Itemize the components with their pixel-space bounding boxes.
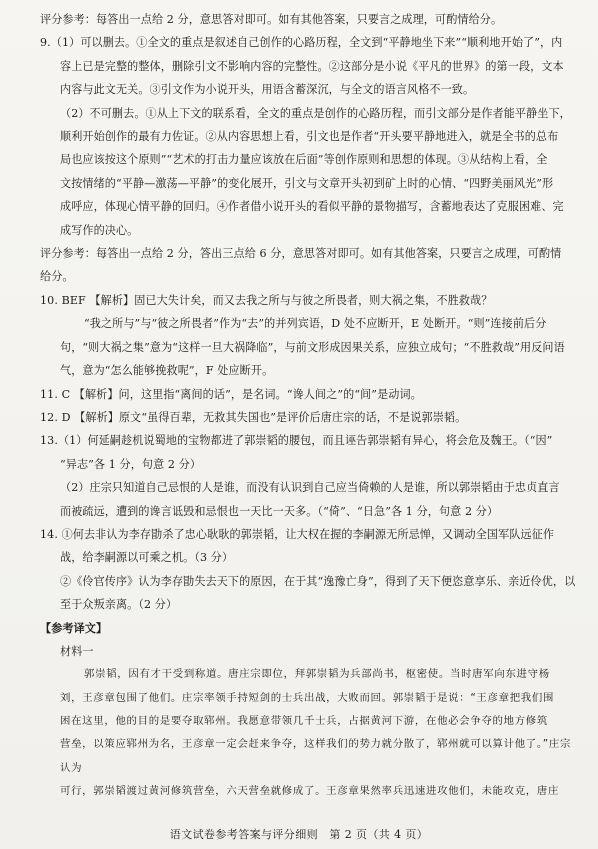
q13-answer: “异志”各 1 分，句意 2 分） xyxy=(60,457,202,471)
material-one-heading: 材料一 xyxy=(60,644,94,658)
q9-part2-line: 顺利开始创作的最有力佐证。②从内容思想上看，引文也是作者“开头要平静地进入，就是全书的总布 xyxy=(60,130,559,144)
q9-part2-line: 局也应该按这个原则”“艺术的打击力量应该放在后面”等创作原则和思想的体现。③从结构上看，全 xyxy=(60,153,548,167)
q14-answer: 战，给李嗣源以可乘之机。（3 分） xyxy=(60,551,234,565)
q9-part1-line: 容上已是完整的整体，删除引文不影响内容的完整性。②这部分是小说《平凡的世界》的第一段，文本 xyxy=(60,59,564,73)
q9-part2-line: 文按情绪的“平静—激荡—平静”的变化展开，引文与文章开头初到矿上时的心情、“四野美丽风光”形 xyxy=(60,176,554,190)
translation-line: 刘，王彦章包围了他们。庄宗率领手持短剑的士兵出战，大败而回。郭崇韬于是说：“王彦章把我们围 xyxy=(60,691,555,704)
q10-explanation: 句，“则大祸之集”意为“这样一旦大祸降临”，与前文形成因果关系，应独立成句；“不胜救哉”用反问语 xyxy=(60,340,565,354)
q10-explanation: 气，意为“怎么能够挽救呢”，F 处应断开。 xyxy=(60,364,274,378)
q9-part2-line: 成写作的决心。 xyxy=(60,223,139,237)
q11-answer: 11. C 【解析】问，这里指“离间的话”，是名词。“谗人间之”的“间”是动词。 xyxy=(40,387,422,401)
scoring-note-9: 给分。 xyxy=(40,270,74,284)
q9-part2-line: （2）不可删去。①从上下文的联系看，全文的重点是创作的心路历程，而引文部分是作者能平静坐下， xyxy=(60,106,571,120)
answer-key-content xyxy=(40,8,580,803)
q10-explanation: “我之所与”与“彼之所畏者”作为“去”的并列宾语，D 处不应断开，E 处断开。“则”连接前后分 xyxy=(84,317,547,331)
translation-line: 营垒，以策应郓州为名，王彦章一定会赶来争夺，这样我们的势力就分散了，郓州就可以算计他了。”庄宗认为 xyxy=(60,738,572,774)
translation-line: 郭崇韬，因有才干受到称道。唐庄宗即位，拜郭崇韬为兵部尚书，枢密使。当时唐军向东进守杨 xyxy=(84,668,550,681)
q9-part2-line: 成呼应，体现心情平静的回归。④作者借小说开头的看似平静的景物描写，含蓄地表达了克服困难、完 xyxy=(60,200,564,214)
translation-line: 困在这里，他的目的是要夺取郓州。我愿意带领几千士兵，占据黄河下游，在他必会争夺的地方修筑 xyxy=(60,714,548,727)
reference-translation-heading: 【参考译文】 xyxy=(40,621,108,635)
q14-answer: 14. ①何去非认为李存勖杀了忠心耿耿的郭崇韬，让大权在握的李嗣源无所忌惮，又调动全国军队远征作 xyxy=(40,527,555,541)
q13-answer: （2）庄宗只知道自己忌恨的人是谁，而没有认识到自己应当倚赖的人是谁，所以郭崇韬由于忠贞直言 xyxy=(60,481,560,495)
q14-answer: ②《伶官传序》认为李存勖失去天下的原因，在于其“逸豫亡身”，得到了天下便恣意享乐、亲近伶优，以 xyxy=(60,574,576,588)
q9-part1-line: 9.（1）可以删去。①全文的重点是叙述自己创作的心路历程，全文到“平静地坐下来”“顺利地开始了”，内 xyxy=(40,36,563,50)
q14-answer: 至于众叛亲离。（2 分） xyxy=(60,598,178,612)
scoring-note-8: 评分参考：每答出一点给 2 分，意思答对即可。如有其他答案，只要言之成理，可酌情给分。 xyxy=(40,13,503,26)
page-footer: 语文试卷参考答案与评分细则 第 2 页（共 4 页） xyxy=(169,828,429,841)
translation-line: 可行，郭崇韬渡过黄河修筑营垒，六天营垒就修成了。王彦章果然率兵迅速进攻他们，未能攻克，唐庄 xyxy=(60,784,560,797)
q13-answer: 而被疏远，遭到的谗言诋毁和忌恨也一天比一天多。（“倚”、“日急”各 1 分，句意 2 分） xyxy=(60,504,499,518)
scoring-note-9: 评分参考：每答出一点给 2 分，答出三点给 6 分，意思答对即可。如有其他答案，只要言之成理，可酌情 xyxy=(40,247,562,261)
q9-part1-line: 内容与此文无关。③引文作为小说开头，用语含蓄深沉，与全文的语言风格不一致。 xyxy=(60,83,475,97)
q10-answer: 10. BEF 【解析】固已大失计矣，而又去我之所与与彼之所畏者，则大祸之集，不胜救哉？ xyxy=(40,293,493,307)
q12-answer: 12. D 【解析】原文“虽得百辈，无救其失国也”是评价后唐庄宗的话，不是说郭崇韬。 xyxy=(40,410,467,424)
q13-answer: 13.（1）何延嗣趁机说蜀地的宝物都进了郭崇韬的腰包，而且诬告郭崇韬有异心，将会危及魏王。（“因” xyxy=(40,434,553,448)
